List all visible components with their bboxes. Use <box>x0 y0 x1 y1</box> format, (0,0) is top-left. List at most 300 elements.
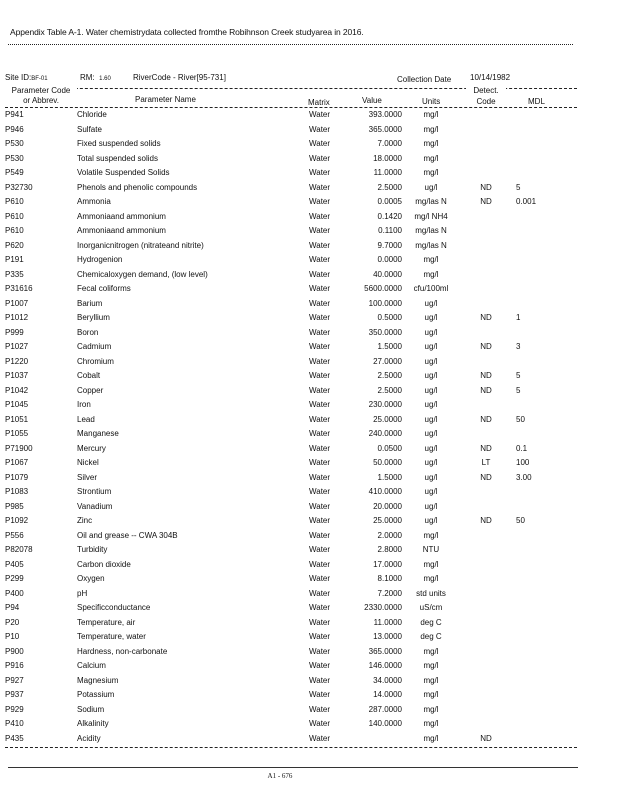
result-units: NTU <box>422 545 440 554</box>
table-row <box>0 400 618 415</box>
result-value: 365.0000 <box>368 124 402 134</box>
parameter-code: P94 <box>5 603 20 612</box>
matrix-value: Water <box>309 284 331 293</box>
parameter-code: P556 <box>5 530 24 540</box>
result-value: 40.0000 <box>373 269 402 279</box>
river-code: RiverCode - River[95-731] <box>133 73 226 82</box>
parameter-code: P1027 <box>5 342 29 351</box>
result-units: ug/l <box>424 429 438 438</box>
parameter-name: Calcium <box>77 661 106 670</box>
detect-code: ND <box>480 182 492 192</box>
result-units: mg/l <box>423 269 439 279</box>
parameter-code: P530 <box>5 139 24 148</box>
matrix-value: Water <box>309 501 331 511</box>
parameter-name: Temperature, air <box>77 617 136 627</box>
matrix-value: Water <box>309 719 331 728</box>
result-value: 393.0000 <box>368 110 402 119</box>
table-row <box>0 342 618 357</box>
parameter-name: Acidity <box>77 733 101 743</box>
table-row <box>0 125 618 140</box>
result-units: uS/cm <box>419 603 443 612</box>
result-value: 2.0000 <box>377 530 402 540</box>
parameter-name: Cadmium <box>77 342 112 351</box>
parameter-name: Carbon dioxide <box>77 559 131 569</box>
parameter-name: Sodium <box>77 704 105 714</box>
result-value: 5600.0000 <box>364 284 402 293</box>
matrix-value: Water <box>309 458 331 467</box>
table-row <box>0 487 618 502</box>
parameter-name: Oxygen <box>77 574 105 583</box>
table-row <box>0 647 618 662</box>
result-units: mg/l <box>423 530 439 540</box>
parameter-code: P1083 <box>5 487 29 496</box>
result-value: 146.0000 <box>368 661 402 670</box>
matrix-value: Water <box>309 704 331 714</box>
table-row <box>0 676 618 691</box>
result-units: ug/l <box>424 501 438 511</box>
table-row <box>0 589 618 604</box>
site-id-label: Site ID: <box>5 73 32 82</box>
result-value: 11.0000 <box>373 617 402 627</box>
matrix-value: Water <box>309 661 331 670</box>
parameter-name: Temperature, water <box>77 632 146 641</box>
parameter-code: P985 <box>5 501 24 511</box>
matrix-value: Water <box>309 139 331 148</box>
parameter-code: P999 <box>5 327 24 337</box>
result-units: mg/l <box>423 690 439 699</box>
parameter-code: P299 <box>5 574 24 583</box>
result-value: 0.1420 <box>377 211 402 221</box>
matrix-value: Water <box>309 342 331 351</box>
table-caption: Appendix Table A-1. Water chemistrydata collected fromthe Robihnson Creek studyarea in 2016. <box>10 27 364 37</box>
parameter-name: Total suspended solids <box>77 153 158 163</box>
parameter-name: Fixed suspended solids <box>77 139 161 148</box>
parameter-name: Chromium <box>77 356 114 366</box>
parameter-name: Chemicaloxygen demand, (low level) <box>77 269 208 279</box>
param-code-header-2: or Abbrev. <box>23 96 59 105</box>
parameter-name: Phenols and phenolic compounds <box>77 182 198 192</box>
matrix-value: Water <box>309 472 331 482</box>
parameter-code: P71900 <box>5 443 33 453</box>
parameter-code: P610 <box>5 226 24 235</box>
result-units: ug/l <box>424 458 438 467</box>
result-units: ug/l <box>424 414 438 424</box>
parameter-name: Ammoniaand ammonium <box>77 211 166 221</box>
table-row <box>0 458 618 473</box>
parameter-name: Vanadium <box>77 501 113 511</box>
mdl-value: 0.1 <box>516 443 528 453</box>
result-value: 1.5000 <box>377 472 402 482</box>
matrix-value: Water <box>309 545 331 554</box>
table-row <box>0 255 618 270</box>
result-units: mg/l <box>423 661 439 670</box>
matrix-value: Water <box>309 356 331 366</box>
result-units: ug/l <box>424 487 438 496</box>
parameter-code: P1055 <box>5 429 29 438</box>
result-value: 0.0500 <box>377 443 402 453</box>
parameter-name: Inorganicnitrogen (nitrateand nitrite) <box>77 240 204 250</box>
parameter-code: P1067 <box>5 458 29 467</box>
matrix-header: Matrix <box>308 98 330 107</box>
result-value: 0.0000 <box>377 255 402 264</box>
table-row <box>0 168 618 183</box>
matrix-value: Water <box>309 530 331 540</box>
parameter-code: P82078 <box>5 545 33 554</box>
detect-code: ND <box>480 313 492 322</box>
result-value: 11.0000 <box>373 168 402 177</box>
result-units: deg C <box>420 617 442 627</box>
detect-code: ND <box>480 414 492 424</box>
result-units: ug/l <box>424 327 438 337</box>
parameter-code: P20 <box>5 617 20 627</box>
parameter-code: P1092 <box>5 516 29 525</box>
parameter-name: Turbidity <box>77 545 108 554</box>
parameter-code: P530 <box>5 153 24 163</box>
parameter-name: Potassium <box>77 690 115 699</box>
result-units: ug/l <box>424 313 438 322</box>
table-row <box>0 284 618 299</box>
parameter-code: P32730 <box>5 182 33 192</box>
mdl-header: MDL <box>528 97 545 106</box>
parameter-code: P620 <box>5 240 24 250</box>
result-value: 0.1100 <box>378 226 402 235</box>
result-units: mg/l <box>423 733 439 743</box>
parameter-name: Magnesium <box>77 675 119 685</box>
table-row <box>0 516 618 531</box>
matrix-value: Water <box>309 733 331 743</box>
parameter-code: P1037 <box>5 371 29 380</box>
detect-code: ND <box>480 385 492 395</box>
parameter-name: Barium <box>77 298 103 308</box>
parameter-code: P1051 <box>5 414 29 424</box>
parameter-name: Boron <box>77 327 99 337</box>
parameter-name: Hydrogenion <box>77 255 123 264</box>
result-units: ug/l <box>424 356 438 366</box>
parameter-name: Chloride <box>77 110 107 119</box>
result-value: 8.1000 <box>377 574 402 583</box>
result-value: 1.5000 <box>377 342 402 351</box>
result-value: 50.0000 <box>373 458 402 467</box>
table-row <box>0 183 618 198</box>
result-value: 2.5000 <box>377 182 402 192</box>
result-units: mg/l <box>423 168 439 177</box>
table-row <box>0 705 618 720</box>
table-row <box>0 661 618 676</box>
result-value: 240.0000 <box>368 429 402 438</box>
result-value: 350.0000 <box>368 327 402 337</box>
matrix-value: Water <box>309 385 331 395</box>
result-value: 14.0000 <box>373 690 402 699</box>
mdl-value: 5 <box>516 182 521 192</box>
result-units: mg/l <box>423 139 439 148</box>
mdl-value: 50 <box>516 516 525 525</box>
result-value: 230.0000 <box>368 400 402 409</box>
matrix-value: Water <box>309 240 331 250</box>
result-value: 2.5000 <box>377 371 402 380</box>
table-row <box>0 734 618 749</box>
mdl-value: 50 <box>516 414 525 424</box>
detect-code: ND <box>480 443 492 453</box>
parameter-name: Beryllium <box>77 313 110 322</box>
param-name-header: Parameter Name <box>135 95 196 104</box>
result-value: 9.7000 <box>377 240 402 250</box>
table-row <box>0 473 618 488</box>
parameter-code: P1220 <box>5 356 29 366</box>
table-row <box>0 429 618 444</box>
matrix-value: Water <box>309 255 331 264</box>
param-code-header-1: Parameter Code <box>5 86 77 95</box>
parameter-name: Ammonia <box>77 197 111 206</box>
result-value: 27.0000 <box>373 356 402 366</box>
result-units: mg/l <box>423 110 439 119</box>
table-row <box>0 154 618 169</box>
detect-header-2: Code <box>476 97 496 106</box>
mdl-value: 3 <box>516 342 521 351</box>
mdl-value: 3.00 <box>516 472 532 482</box>
result-units: mg/l <box>423 574 439 583</box>
matrix-value: Water <box>309 197 331 206</box>
result-units: mg/l <box>423 704 439 714</box>
table-row <box>0 110 618 125</box>
river-mile <box>80 73 111 82</box>
site-id <box>5 73 48 82</box>
mdl-value: 5 <box>516 371 521 380</box>
detect-code: ND <box>480 472 492 482</box>
result-value: 140.0000 <box>368 719 402 728</box>
parameter-name: Zinc <box>77 516 93 525</box>
table-row <box>0 313 618 328</box>
result-units: ug/l <box>424 298 438 308</box>
parameter-code: P1045 <box>5 400 29 409</box>
result-units: mg/l <box>423 153 439 163</box>
parameter-name: Strontium <box>77 487 112 496</box>
result-units: mg/l <box>423 719 439 728</box>
result-value: 7.0000 <box>377 139 402 148</box>
matrix-value: Water <box>309 168 331 177</box>
table-row <box>0 328 618 343</box>
parameter-code: P929 <box>5 704 24 714</box>
result-value: 2.8000 <box>377 545 402 554</box>
result-units: mg/l <box>423 646 439 656</box>
parameter-code: P610 <box>5 211 24 221</box>
result-units: mg/l <box>423 124 439 134</box>
parameter-code: P435 <box>5 733 24 743</box>
header-bottom-rule <box>5 107 577 108</box>
result-value: 20.0000 <box>373 501 402 511</box>
parameter-name: Alkalinity <box>77 719 109 728</box>
mdl-value: 5 <box>516 385 521 395</box>
parameter-name: Silver <box>77 472 98 482</box>
result-value: 365.0000 <box>368 646 402 656</box>
matrix-value: Water <box>309 371 331 380</box>
page-number: A1 - 676 <box>267 772 293 780</box>
matrix-value: Water <box>309 574 331 583</box>
collection-date: 10/14/1982 <box>470 73 511 82</box>
result-units: std units <box>416 588 446 598</box>
matrix-value: Water <box>309 429 331 438</box>
matrix-value: Water <box>309 617 331 627</box>
result-units: deg C <box>420 632 442 641</box>
parameter-code: P549 <box>5 168 24 177</box>
collection-date-label: Collection Date <box>397 75 452 84</box>
table-row <box>0 212 618 227</box>
result-value: 13.0000 <box>373 632 402 641</box>
parameter-name: Iron <box>77 400 91 409</box>
result-units: ug/l <box>424 443 438 453</box>
parameter-name: Hardness, non-carbonate <box>77 646 168 656</box>
matrix-value: Water <box>309 516 331 525</box>
table-row <box>0 690 618 705</box>
parameter-name: Sulfate <box>77 124 102 134</box>
result-units: ug/l <box>424 182 438 192</box>
value-header: Value <box>362 96 382 105</box>
mdl-value: 1 <box>516 313 521 322</box>
result-value: 17.0000 <box>373 559 402 569</box>
detect-code: ND <box>480 342 492 351</box>
matrix-value: Water <box>309 124 331 134</box>
table-row <box>0 415 618 430</box>
matrix-value: Water <box>309 182 331 192</box>
units-header: Units <box>422 97 441 106</box>
parameter-name: Fecal coliforms <box>77 284 131 293</box>
result-value: 7.2000 <box>377 588 402 598</box>
result-value: 25.0000 <box>373 414 402 424</box>
table-row <box>0 299 618 314</box>
table-row <box>0 574 618 589</box>
site-id-value: BF-01 <box>31 76 48 82</box>
result-units: mg/las N <box>415 226 447 235</box>
parameter-code: P400 <box>5 588 24 598</box>
detect-code: ND <box>480 733 492 743</box>
matrix-value: Water <box>309 313 331 322</box>
result-units: mg/l <box>423 559 439 569</box>
result-value: 410.0000 <box>368 487 402 496</box>
result-value: 34.0000 <box>373 675 402 685</box>
result-value: 18.0000 <box>373 153 402 163</box>
result-value: 25.0000 <box>373 516 402 525</box>
matrix-value: Water <box>309 487 331 496</box>
table-row <box>0 545 618 560</box>
matrix-value: Water <box>309 632 331 641</box>
parameter-code: P937 <box>5 690 24 699</box>
table-row <box>0 719 618 734</box>
result-units: mg/l NH4 <box>414 211 448 221</box>
parameter-code: P1042 <box>5 385 29 395</box>
result-units: ug/l <box>424 516 438 525</box>
table-row <box>0 371 618 386</box>
parameter-code: P410 <box>5 719 24 728</box>
matrix-value: Water <box>309 110 331 119</box>
matrix-value: Water <box>309 603 331 612</box>
matrix-value: Water <box>309 690 331 699</box>
matrix-value: Water <box>309 675 331 685</box>
parameter-code: P900 <box>5 646 24 656</box>
detect-code: LT <box>481 458 491 467</box>
matrix-value: Water <box>309 327 331 337</box>
result-units: ug/l <box>424 472 438 482</box>
parameter-name: Lead <box>77 414 95 424</box>
parameter-name: Nickel <box>77 458 99 467</box>
table-row <box>0 197 618 212</box>
parameter-name: Ammoniaand ammonium <box>77 226 166 235</box>
mdl-value: 0.001 <box>516 197 537 206</box>
table-row <box>0 444 618 459</box>
matrix-value: Water <box>309 211 331 221</box>
result-units: ug/l <box>424 400 438 409</box>
table-row <box>0 502 618 517</box>
table-row <box>0 386 618 401</box>
parameter-code: P191 <box>5 255 24 264</box>
matrix-value: Water <box>309 559 331 569</box>
matrix-value: Water <box>309 588 331 598</box>
result-units: cfu/100ml <box>413 284 449 293</box>
result-value: 0.0005 <box>377 197 402 206</box>
matrix-value: Water <box>309 400 331 409</box>
parameter-name: pH <box>77 588 88 598</box>
parameter-code: P946 <box>5 124 24 134</box>
parameter-code: P405 <box>5 559 24 569</box>
parameter-name: Manganese <box>77 429 119 438</box>
parameter-code: P335 <box>5 269 24 279</box>
table-row <box>0 531 618 546</box>
mdl-value: 100 <box>516 458 530 467</box>
table-row <box>0 632 618 647</box>
matrix-value: Water <box>309 298 331 308</box>
parameter-name: Cobalt <box>77 371 101 380</box>
matrix-value: Water <box>309 226 331 235</box>
table-row <box>0 603 618 618</box>
matrix-value: Water <box>309 443 331 453</box>
result-value: 2.5000 <box>377 385 402 395</box>
result-value: 2330.0000 <box>364 603 402 612</box>
table-row <box>0 618 618 633</box>
result-value: 0.5000 <box>377 313 402 322</box>
detect-code: ND <box>480 516 492 525</box>
matrix-value: Water <box>309 414 331 424</box>
parameter-name: Copper <box>77 385 104 395</box>
parameter-name: Oil and grease -- CWA 304B <box>77 530 178 540</box>
parameter-code: P916 <box>5 661 24 670</box>
detect-code: ND <box>480 371 492 380</box>
table-row <box>0 357 618 372</box>
detect-code: ND <box>480 197 492 206</box>
matrix-value: Water <box>309 269 331 279</box>
detect-header-1: Detect. <box>466 86 506 95</box>
parameter-code: P610 <box>5 197 24 206</box>
result-value: 287.0000 <box>368 704 402 714</box>
parameter-code: P941 <box>5 110 24 119</box>
result-units: mg/l <box>423 675 439 685</box>
result-value: 100.0000 <box>368 298 402 308</box>
result-units: mg/las N <box>415 240 447 250</box>
parameter-code: P927 <box>5 675 24 685</box>
matrix-value: Water <box>309 153 331 163</box>
table-row <box>0 270 618 285</box>
parameter-code: P1012 <box>5 313 29 322</box>
caption-divider <box>8 44 573 45</box>
result-units: ug/l <box>424 371 438 380</box>
parameter-code: P10 <box>5 632 20 641</box>
result-units: mg/las N <box>415 197 447 206</box>
parameter-code: P1079 <box>5 472 29 482</box>
parameter-name: Specificconductance <box>77 603 151 612</box>
parameter-name: Mercury <box>77 443 106 453</box>
parameter-code: P31616 <box>5 284 33 293</box>
parameter-name: Volatile Suspended Solids <box>77 168 170 177</box>
parameter-code: P1007 <box>5 298 29 308</box>
table-bottom-rule <box>5 747 577 748</box>
footer-rule <box>8 767 578 768</box>
